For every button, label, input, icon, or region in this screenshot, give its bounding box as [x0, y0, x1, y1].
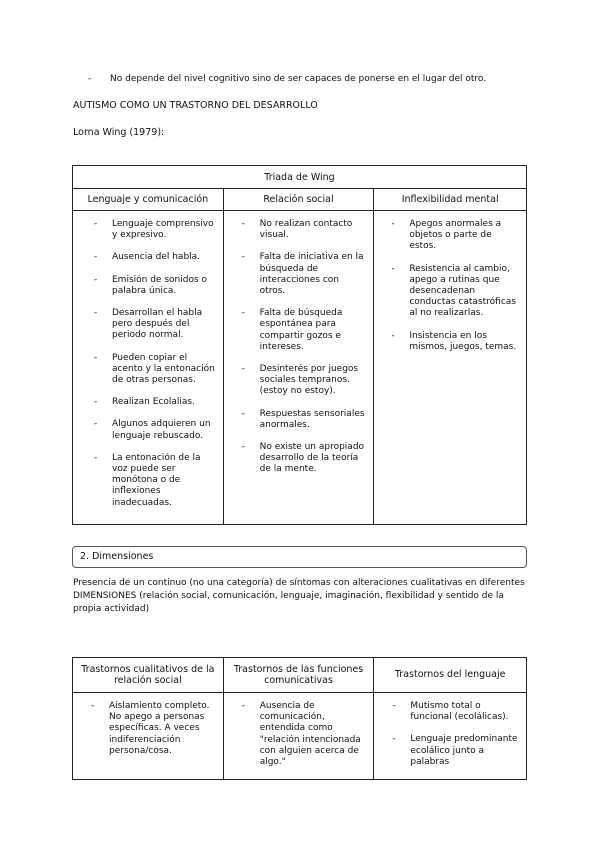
- triad-col-header-language: Lenguaje y comunicación: [73, 189, 224, 211]
- list-item: - Emisión de sonidos o palabra única.: [86, 275, 217, 297]
- list-item: - La entonación de la voz puede ser monótona o de inflexiones inadecuadas.: [86, 453, 217, 509]
- list-item: - Mutismo total o funcional (ecolálicas).: [384, 701, 520, 723]
- list-item: - Lenguaje comprensivo y expresivo.: [86, 219, 217, 241]
- disorders-list-communication: [224, 693, 374, 768]
- list-item: - Falta de búsqueda espontánea para compartir gozos e intereses.: [234, 308, 368, 353]
- list-item: - Falta de iniciativa en la búsqueda de interacciones con otros.: [234, 252, 368, 297]
- list-item: - Ausencia de comunicación, entendida como "relación intencionada con alguien acerca de algo.": [234, 701, 368, 768]
- list-item: - Aislamiento completo. No apego a personas específicas. A veces indiferenciación persona/cosa.: [83, 701, 217, 757]
- triad-table: [72, 165, 527, 525]
- list-item: - Resistencia al cambio, apego a rutinas que desencadenan conductas catastróficas al no realizarlas.: [383, 264, 520, 320]
- triad-cell-inflexibility: [374, 211, 527, 525]
- disorders-cell-language: [374, 693, 527, 780]
- dimensions-section-box: [72, 546, 527, 568]
- list-item: - Realizan Ecolalias.: [86, 397, 217, 408]
- bullet-dash: -: [88, 74, 92, 84]
- triad-list-language: [73, 211, 223, 509]
- disorders-cell-communication: [223, 693, 374, 780]
- disorders-col-header-communication: Trastornos de las funciones comunicativas: [223, 658, 374, 693]
- author-citation: Lorna Wing (1979):: [73, 127, 165, 138]
- triad-table-title: Triada de Wing: [73, 166, 527, 189]
- list-item: - Desinterés por juegos sociales tempranos. (estoy no estoy).: [234, 364, 368, 398]
- triad-cell-social: [223, 211, 374, 525]
- list-item: - Apegos anormales a objetos o parte de estos.: [383, 219, 520, 253]
- list-item: - Desarrollan el habla pero después del periodo normal.: [86, 308, 217, 342]
- disorders-table: [72, 657, 527, 780]
- triad-list-inflexibility: [374, 211, 526, 353]
- list-item: - Insistencia en los mismos, juegos, temas.: [383, 331, 520, 353]
- section-heading: AUTISMO COMO UN TRASTORNO DEL DESARROLLO: [73, 100, 318, 111]
- list-item: - Respuestas sensoriales anormales.: [234, 409, 368, 431]
- disorders-list-language: [374, 693, 526, 768]
- dimensions-title: 2. Dimensiones: [80, 551, 154, 562]
- disorders-list-social: [73, 693, 223, 757]
- disorders-col-header-social: Trastornos cualitativos de la relación social: [73, 658, 224, 693]
- list-item: - Pueden copiar el acento y la entonación de otras personas.: [86, 353, 217, 387]
- dimensions-paragraph: Presencia de un continuo (no una categoría) de síntomas con alteraciones cualitativas en diferentes DIMENSIONES (relación social, comunicación, lenguaje, imaginación, flexibilidad y sentido de la propia actividad): [73, 578, 525, 614]
- triad-col-header-social: Relación social: [223, 189, 374, 211]
- list-item: - Ausencia del habla.: [86, 252, 217, 263]
- disorders-cell-social: [73, 693, 224, 780]
- list-item: - No realizan contacto visual.: [234, 219, 368, 241]
- triad-cell-language: [73, 211, 224, 525]
- disorders-col-header-language: Trastornos del lenguaje: [374, 658, 527, 693]
- list-item: - Algunos adquieren un lenguaje rebuscado.: [86, 419, 217, 441]
- triad-list-social: [224, 211, 374, 476]
- intro-bullet-text: No depende del nivel cognitivo sino de ser capaces de ponerse en el lugar del otro.: [110, 74, 487, 84]
- list-item: - No existe un apropiado desarrollo de la teoría de la mente.: [234, 442, 368, 476]
- triad-col-header-inflexibility: Inflexibilidad mental: [374, 189, 527, 211]
- list-item: - Lenguaje predominante ecolálico junto a palabras: [384, 734, 520, 768]
